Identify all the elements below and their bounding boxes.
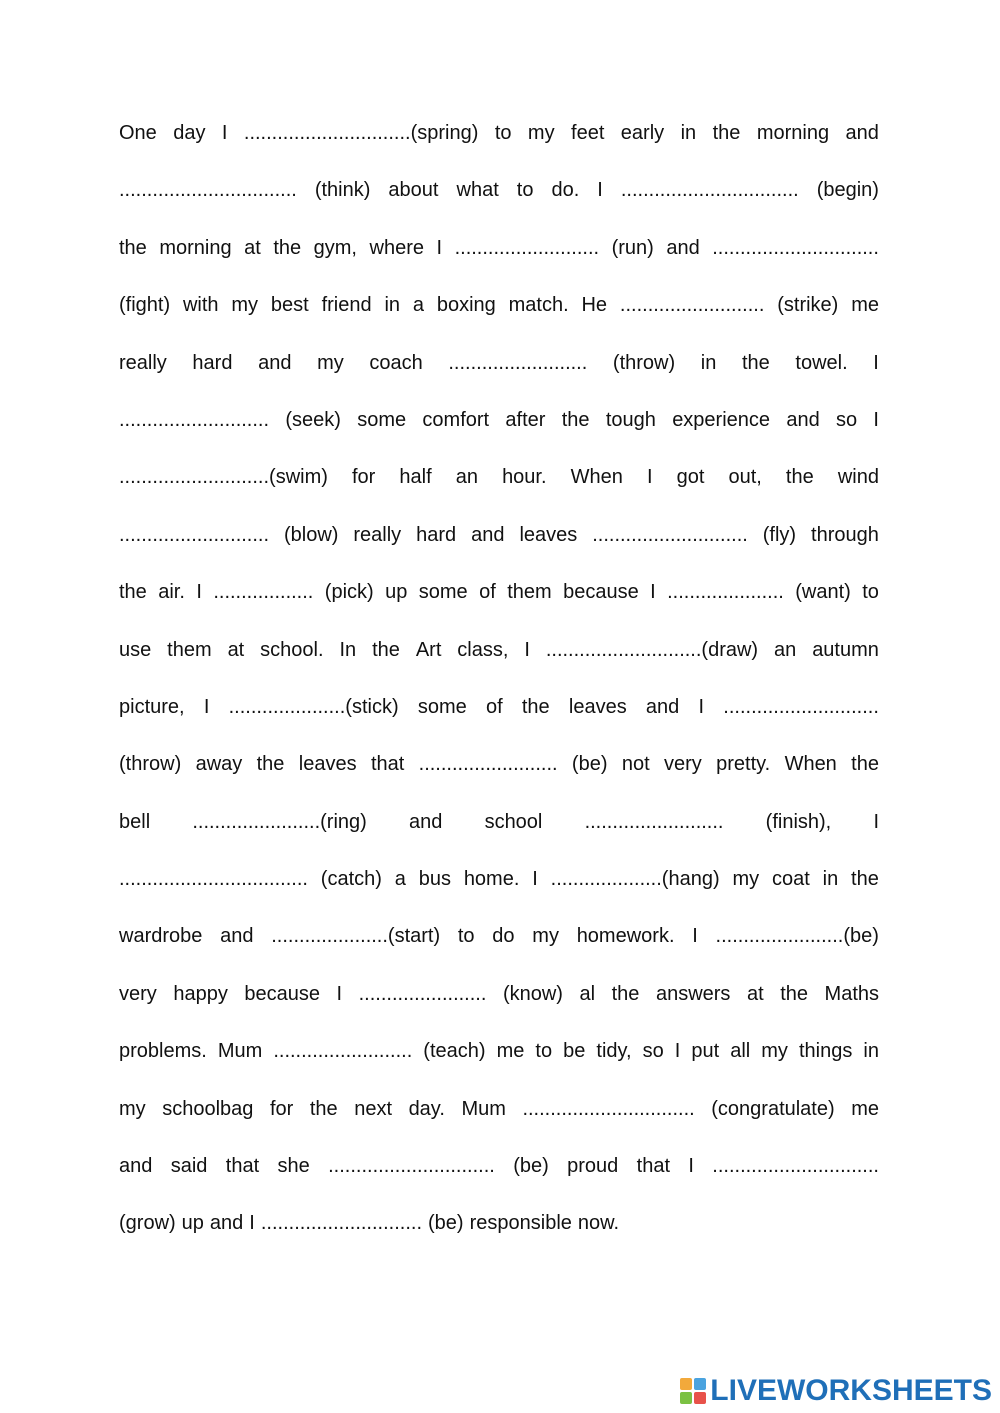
word: pretty. bbox=[716, 753, 771, 776]
text-line bbox=[119, 342, 879, 399]
word: picture, bbox=[119, 695, 185, 718]
word: ......................... bbox=[584, 810, 724, 833]
text-line bbox=[119, 973, 879, 1030]
word: really bbox=[119, 351, 167, 374]
worksheet-text bbox=[119, 112, 879, 1260]
word: me bbox=[496, 1040, 525, 1063]
word: In bbox=[339, 638, 357, 661]
word: my bbox=[317, 351, 344, 374]
word: I bbox=[524, 638, 530, 661]
word: .............................. bbox=[328, 1155, 495, 1178]
word: .......................... bbox=[619, 294, 765, 317]
word: that bbox=[370, 753, 405, 776]
word: for bbox=[351, 466, 376, 489]
word: .......................... bbox=[454, 236, 600, 259]
text-line bbox=[119, 1030, 879, 1087]
text-line bbox=[119, 686, 879, 743]
word: not bbox=[621, 753, 650, 776]
word: I bbox=[203, 695, 210, 718]
word: (throw) bbox=[612, 351, 676, 374]
word: the bbox=[521, 695, 550, 718]
word: ............................ bbox=[592, 523, 748, 546]
word: proud bbox=[567, 1155, 619, 1178]
word: hard bbox=[192, 351, 233, 374]
word: .......................(be) bbox=[715, 925, 879, 948]
word: about bbox=[388, 179, 439, 202]
word: ........................... bbox=[119, 408, 270, 431]
word: .......................(ring) bbox=[192, 810, 367, 833]
word: I bbox=[196, 581, 202, 604]
word: One bbox=[119, 122, 157, 144]
word: what bbox=[456, 179, 499, 202]
word: ................................ bbox=[620, 179, 799, 202]
word: morning bbox=[159, 236, 232, 259]
word: that bbox=[225, 1155, 260, 1178]
word: (finish), bbox=[765, 810, 832, 833]
word: happy bbox=[173, 982, 228, 1005]
word: with bbox=[182, 294, 219, 317]
word: use bbox=[119, 638, 152, 661]
word: the bbox=[119, 236, 147, 259]
word: I bbox=[532, 868, 538, 891]
word: ........................... bbox=[119, 523, 270, 546]
word: some bbox=[417, 695, 467, 718]
word: the bbox=[851, 753, 879, 776]
word: to bbox=[535, 1040, 553, 1063]
word: ...........................(swim) bbox=[119, 466, 328, 489]
word: (blow) bbox=[283, 523, 339, 546]
word: (grow) bbox=[119, 1212, 176, 1235]
word: through bbox=[811, 523, 879, 546]
text-line bbox=[119, 858, 879, 915]
text-line bbox=[119, 629, 879, 686]
word: ............................ bbox=[723, 695, 879, 718]
word: leaves bbox=[568, 695, 627, 718]
word: I bbox=[674, 1040, 681, 1063]
text-line bbox=[119, 571, 879, 628]
word: ......................... bbox=[418, 753, 558, 776]
word: (begin) bbox=[816, 179, 879, 202]
word: an bbox=[455, 466, 478, 489]
text-line bbox=[119, 1202, 879, 1259]
word: the bbox=[119, 581, 147, 604]
word: of bbox=[485, 695, 503, 718]
word: I bbox=[646, 466, 653, 489]
word: a bbox=[412, 294, 424, 317]
word: so bbox=[642, 1040, 664, 1063]
word: to bbox=[516, 179, 534, 202]
word: in bbox=[700, 351, 717, 374]
word: be bbox=[563, 1040, 586, 1063]
word: up bbox=[181, 1212, 204, 1235]
word: (seek) bbox=[285, 408, 341, 431]
word: me bbox=[851, 1097, 879, 1120]
word: the bbox=[256, 753, 285, 776]
word: because bbox=[563, 581, 639, 604]
word: class, bbox=[457, 638, 509, 661]
word: at bbox=[244, 236, 261, 259]
liveworksheets-logo-icon bbox=[680, 1378, 706, 1404]
word: the bbox=[780, 982, 808, 1005]
word: ......................... bbox=[273, 1040, 413, 1063]
word: feet bbox=[571, 122, 605, 144]
word: me bbox=[851, 294, 879, 317]
word: the bbox=[741, 351, 770, 374]
word: hour. bbox=[502, 466, 547, 489]
word: said bbox=[170, 1155, 208, 1178]
word: bell bbox=[119, 810, 151, 833]
word: at bbox=[227, 638, 245, 661]
word: friend bbox=[321, 294, 372, 317]
word: best bbox=[270, 294, 309, 317]
word: and bbox=[220, 925, 254, 948]
word: ..............................(spring) bbox=[243, 122, 479, 144]
word: homework. bbox=[576, 925, 675, 948]
word: school bbox=[484, 810, 543, 833]
word: in bbox=[822, 868, 839, 891]
word: a bbox=[394, 868, 406, 891]
word: where bbox=[369, 236, 424, 259]
word: (be) bbox=[428, 1212, 464, 1235]
word: to bbox=[862, 581, 879, 604]
word: coat bbox=[771, 868, 810, 891]
word: (teach) bbox=[423, 1040, 486, 1063]
word: problems. bbox=[119, 1040, 207, 1063]
word: I bbox=[688, 1155, 694, 1178]
text-line bbox=[119, 112, 879, 169]
word: for bbox=[269, 1097, 294, 1120]
word: ....................... bbox=[358, 982, 487, 1005]
word: the bbox=[611, 982, 640, 1005]
word: comfort bbox=[422, 408, 490, 431]
word: (pick) bbox=[324, 581, 374, 604]
word: an bbox=[774, 638, 797, 661]
liveworksheets-logo bbox=[680, 1375, 992, 1407]
word: and bbox=[209, 1212, 244, 1235]
word: .................. bbox=[213, 581, 314, 604]
word: very bbox=[663, 753, 702, 776]
text-line bbox=[119, 743, 879, 800]
word: coach bbox=[369, 351, 423, 374]
word: When bbox=[784, 753, 837, 776]
word: ............................... bbox=[522, 1097, 695, 1120]
word: Art bbox=[415, 638, 442, 661]
word: half bbox=[399, 466, 432, 489]
word: school. bbox=[260, 638, 324, 661]
word: the bbox=[785, 466, 814, 489]
word: put bbox=[691, 1040, 720, 1063]
word: early bbox=[620, 122, 665, 144]
word: bus bbox=[418, 868, 451, 891]
word: the bbox=[851, 868, 879, 891]
word: ............................(draw) bbox=[545, 638, 759, 661]
word: tidy, bbox=[596, 1040, 632, 1063]
text-line bbox=[119, 1145, 879, 1202]
word: experience bbox=[672, 408, 771, 431]
word: wind bbox=[837, 466, 879, 489]
word: air. bbox=[158, 581, 185, 604]
word: .............................. bbox=[712, 1155, 879, 1178]
word: leaves bbox=[298, 753, 357, 776]
word: (fight) bbox=[119, 294, 171, 317]
word: the bbox=[309, 1097, 338, 1120]
word: and bbox=[409, 810, 443, 833]
word: out, bbox=[728, 466, 762, 489]
text-line bbox=[119, 1088, 879, 1145]
word: schoolbag bbox=[162, 1097, 254, 1120]
word: the bbox=[561, 408, 590, 431]
word: all bbox=[730, 1040, 751, 1063]
text-line bbox=[119, 227, 879, 284]
word: my bbox=[231, 294, 259, 317]
word: ....................(hang) bbox=[550, 868, 720, 891]
word: my bbox=[732, 868, 760, 891]
word: to bbox=[494, 122, 512, 144]
word: and bbox=[645, 695, 680, 718]
word: and bbox=[845, 122, 879, 144]
word: ..................... bbox=[667, 581, 784, 604]
word: I bbox=[436, 236, 443, 259]
word: ............................. bbox=[260, 1212, 423, 1235]
word: (know) bbox=[502, 982, 563, 1005]
word: now. bbox=[577, 1212, 620, 1235]
word: I bbox=[249, 1212, 255, 1235]
word: wardrobe bbox=[119, 925, 203, 948]
word: morning bbox=[756, 122, 830, 144]
text-line bbox=[119, 284, 879, 341]
word: away bbox=[195, 753, 243, 776]
word: (congratulate) bbox=[711, 1097, 835, 1120]
word: He bbox=[581, 294, 608, 317]
word: towel. bbox=[795, 351, 848, 374]
word: I bbox=[221, 122, 228, 144]
word: them bbox=[507, 581, 552, 604]
word: at bbox=[746, 982, 764, 1005]
word: responsible bbox=[469, 1212, 572, 1235]
word: .....................(start) bbox=[271, 925, 441, 948]
word: and bbox=[666, 236, 700, 259]
word: (be) bbox=[513, 1155, 549, 1178]
text-line bbox=[119, 801, 879, 858]
word: (catch) bbox=[320, 868, 382, 891]
word: (be) bbox=[571, 753, 608, 776]
word: to bbox=[457, 925, 475, 948]
word: the bbox=[273, 236, 302, 259]
word: and bbox=[119, 1155, 153, 1178]
word: boxing bbox=[436, 294, 496, 317]
word: answers bbox=[655, 982, 731, 1005]
word: very bbox=[119, 982, 157, 1005]
word: .....................(stick) bbox=[228, 695, 399, 718]
text-line bbox=[119, 456, 879, 513]
word: and bbox=[471, 523, 505, 546]
word: things bbox=[798, 1040, 853, 1063]
word: leaves bbox=[519, 523, 578, 546]
word: she bbox=[277, 1155, 310, 1178]
word: Maths bbox=[824, 982, 879, 1005]
text-line bbox=[119, 169, 879, 226]
word: and bbox=[258, 351, 292, 374]
word: because bbox=[244, 982, 320, 1005]
word: ................................ bbox=[119, 179, 297, 202]
word: match. bbox=[508, 294, 569, 317]
word: got bbox=[676, 466, 705, 489]
word: in bbox=[384, 294, 401, 317]
word: the bbox=[372, 638, 400, 661]
word: do bbox=[492, 925, 515, 948]
word: I bbox=[698, 695, 705, 718]
word: (throw) bbox=[119, 753, 182, 776]
word: Mum bbox=[217, 1040, 263, 1063]
brand-name: LIVEWORKSHEETS bbox=[710, 1374, 992, 1407]
word: after bbox=[505, 408, 546, 431]
word: tough bbox=[605, 408, 656, 431]
word: some bbox=[357, 408, 407, 431]
word: (think) bbox=[314, 179, 371, 202]
word: I bbox=[336, 982, 343, 1005]
word: al bbox=[579, 982, 596, 1005]
word: I bbox=[873, 810, 879, 833]
word: so bbox=[836, 408, 858, 431]
word: hard bbox=[416, 523, 457, 546]
word: autumn bbox=[812, 638, 879, 661]
word: my bbox=[527, 122, 555, 144]
word: really bbox=[353, 523, 402, 546]
word: I bbox=[873, 408, 879, 431]
text-line bbox=[119, 514, 879, 571]
word: do. bbox=[551, 179, 580, 202]
word: in bbox=[863, 1040, 879, 1063]
word: (fly) bbox=[762, 523, 797, 546]
word: I bbox=[597, 179, 603, 202]
word: .................................. bbox=[119, 868, 308, 891]
word: .............................. bbox=[712, 236, 879, 259]
word: (want) bbox=[795, 581, 851, 604]
word: I bbox=[692, 925, 698, 948]
word: gym, bbox=[313, 236, 357, 259]
word: I bbox=[650, 581, 656, 604]
word: and bbox=[786, 408, 820, 431]
word: next bbox=[354, 1097, 393, 1120]
word: my bbox=[119, 1097, 146, 1120]
word: that bbox=[636, 1155, 670, 1178]
word: When bbox=[570, 466, 623, 489]
text-line bbox=[119, 915, 879, 972]
word: in bbox=[680, 122, 697, 144]
word: some bbox=[418, 581, 468, 604]
word: my bbox=[761, 1040, 788, 1063]
text-line bbox=[119, 399, 879, 456]
word: of bbox=[479, 581, 496, 604]
word: (strike) bbox=[777, 294, 839, 317]
word: the bbox=[712, 122, 741, 144]
word: day. bbox=[408, 1097, 445, 1120]
word: home. bbox=[463, 868, 520, 891]
word: up bbox=[385, 581, 408, 604]
word: I bbox=[873, 351, 879, 374]
word: my bbox=[532, 925, 559, 948]
word: day bbox=[173, 122, 206, 144]
word: them bbox=[167, 638, 212, 661]
word: ......................... bbox=[448, 351, 588, 374]
word: (run) bbox=[611, 236, 654, 259]
word: Mum bbox=[461, 1097, 506, 1120]
